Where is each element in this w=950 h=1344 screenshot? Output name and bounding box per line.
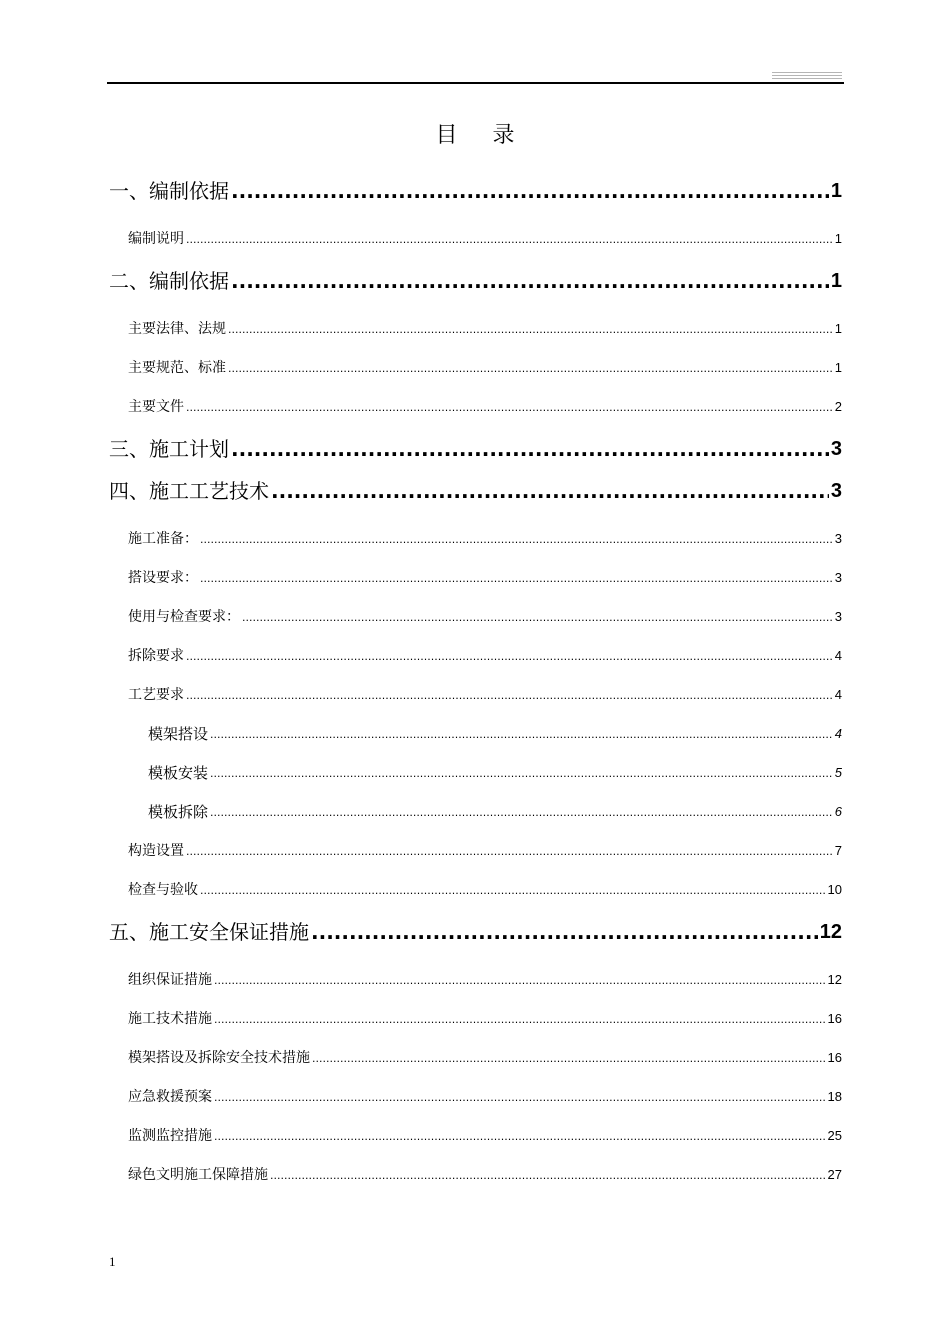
toc-entry-title: 编制说明 xyxy=(128,231,184,247)
toc-entry-page: 25 xyxy=(827,1128,842,1143)
toc-leader xyxy=(186,399,833,417)
toc-entry-17[interactable] xyxy=(128,841,842,861)
toc-leader xyxy=(186,843,833,861)
toc-leader xyxy=(228,360,833,378)
toc-leader xyxy=(231,266,829,296)
toc-entry-page: 7 xyxy=(834,843,842,858)
toc-entry-title: 一、编制依据 xyxy=(109,179,229,203)
toc-entry-title: 施工准备： xyxy=(128,531,198,547)
toc-entry-page: 1 xyxy=(834,321,842,336)
toc-entry-20[interactable] xyxy=(128,970,842,990)
toc-leader xyxy=(311,917,818,947)
toc-leader xyxy=(200,570,833,588)
toc-entry-10[interactable] xyxy=(128,568,842,588)
toc-entry-5[interactable] xyxy=(128,358,842,378)
toc-entry-page: 10 xyxy=(827,882,842,897)
toc-entry-21[interactable] xyxy=(128,1009,842,1029)
toc-entry-page: 5 xyxy=(834,765,842,780)
toc-entry-title: 检查与验收 xyxy=(128,882,198,898)
toc-leader xyxy=(271,476,829,506)
toc-entry-title: 模架搭设及拆除安全技术措施 xyxy=(128,1050,310,1066)
toc-entry-page: 12 xyxy=(819,921,842,943)
toc-entry-9[interactable] xyxy=(128,529,842,549)
toc-entry-title: 模架搭设 xyxy=(148,725,209,743)
toc-entry-title: 四、施工工艺技术 xyxy=(109,479,269,503)
toc-entry-title: 构造设置 xyxy=(128,843,184,859)
toc-entry-title: 主要法律、法规 xyxy=(128,321,226,337)
toc-leader xyxy=(186,648,833,666)
toc-leader xyxy=(214,1128,826,1146)
toc-entry-page: 3 xyxy=(834,531,842,546)
toc-leader xyxy=(231,434,829,464)
toc-entry-title: 三、施工计划 xyxy=(109,437,229,461)
toc-entry-title: 使用与检查要求： xyxy=(128,609,240,625)
toc-leader xyxy=(210,804,833,822)
toc-entry-23[interactable] xyxy=(128,1087,842,1107)
toc-leader xyxy=(200,531,833,549)
toc-entry-title: 模板安装 xyxy=(148,764,209,782)
toc-entry-19[interactable] xyxy=(109,917,842,947)
toc-entry-title: 主要文件 xyxy=(128,399,184,415)
toc-leader xyxy=(231,176,829,206)
toc-entry-6[interactable] xyxy=(128,397,842,417)
toc-entry-page: 1 xyxy=(830,180,842,202)
toc-entry-25[interactable] xyxy=(128,1165,842,1185)
toc-entry-page: 4 xyxy=(834,648,842,663)
toc-leader xyxy=(214,972,826,990)
toc-entry-title: 应急救援预案 xyxy=(128,1089,212,1105)
toc-leader xyxy=(228,321,833,339)
toc-leader xyxy=(210,726,833,744)
toc-entry-title: 工艺要求 xyxy=(128,687,184,703)
toc-entry-7[interactable] xyxy=(109,434,842,464)
toc-entry-13[interactable] xyxy=(128,685,842,705)
toc-entry-page: 4 xyxy=(834,687,842,702)
toc-entry-15[interactable] xyxy=(148,763,842,783)
toc-entry-1[interactable] xyxy=(109,176,842,206)
toc-leader xyxy=(214,1011,826,1029)
toc-entry-page: 1 xyxy=(834,231,842,246)
toc-entry-page: 3 xyxy=(834,609,842,624)
toc-entry-page: 1 xyxy=(830,270,842,292)
toc-entry-3[interactable] xyxy=(109,266,842,296)
toc-entry-12[interactable] xyxy=(128,646,842,666)
toc-entry-title: 模板拆除 xyxy=(148,803,209,821)
toc-entry-title: 主要规范、标准 xyxy=(128,360,226,376)
toc-entry-title: 拆除要求 xyxy=(128,648,184,664)
toc-entry-22[interactable] xyxy=(128,1048,842,1068)
toc-leader xyxy=(242,609,833,627)
toc-entry-2[interactable] xyxy=(128,229,842,249)
toc-entry-page: 12 xyxy=(827,972,842,987)
header-rule xyxy=(107,82,844,84)
toc-title: 目 录 xyxy=(435,123,529,148)
page-number: 1 xyxy=(109,1254,116,1269)
toc-entry-page: 18 xyxy=(827,1089,842,1104)
toc-entry-page: 16 xyxy=(827,1011,842,1026)
toc-entry-16[interactable] xyxy=(148,802,842,822)
toc-leader xyxy=(312,1050,826,1068)
toc-entry-page: 1 xyxy=(834,360,842,375)
toc-leader xyxy=(186,687,833,705)
toc-entry-page: 3 xyxy=(834,570,842,585)
toc-entry-8[interactable] xyxy=(109,476,842,506)
toc-entry-page: 3 xyxy=(830,438,842,460)
toc-entry-title: 组织保证措施 xyxy=(128,972,212,988)
toc-entry-page: 2 xyxy=(834,399,842,414)
toc-entry-title: 施工技术措施 xyxy=(128,1011,212,1027)
toc-entry-title: 监测监控措施 xyxy=(128,1128,212,1144)
toc-entry-page: 27 xyxy=(827,1167,842,1182)
toc-entry-title: 五、施工安全保证措施 xyxy=(109,920,309,944)
toc-entry-page: 3 xyxy=(830,480,842,502)
toc-entry-14[interactable] xyxy=(148,724,842,744)
toc-entry-4[interactable] xyxy=(128,319,842,339)
toc-entry-24[interactable] xyxy=(128,1126,842,1146)
toc-entry-title: 搭设要求： xyxy=(128,570,198,586)
toc-leader xyxy=(270,1167,826,1185)
toc-entry-page: 4 xyxy=(834,726,842,741)
toc-entry-page: 16 xyxy=(827,1050,842,1065)
toc-leader xyxy=(186,231,833,249)
toc-leader xyxy=(214,1089,826,1107)
toc-leader xyxy=(200,882,826,900)
toc-entry-18[interactable] xyxy=(128,880,842,900)
toc-entry-title: 二、编制依据 xyxy=(109,269,229,293)
toc-leader xyxy=(210,765,833,783)
toc-entry-title: 绿色文明施工保障措施 xyxy=(128,1167,268,1183)
toc-entry-page: 6 xyxy=(834,804,842,819)
header-decoration xyxy=(772,72,842,80)
toc-entry-11[interactable] xyxy=(128,607,842,627)
